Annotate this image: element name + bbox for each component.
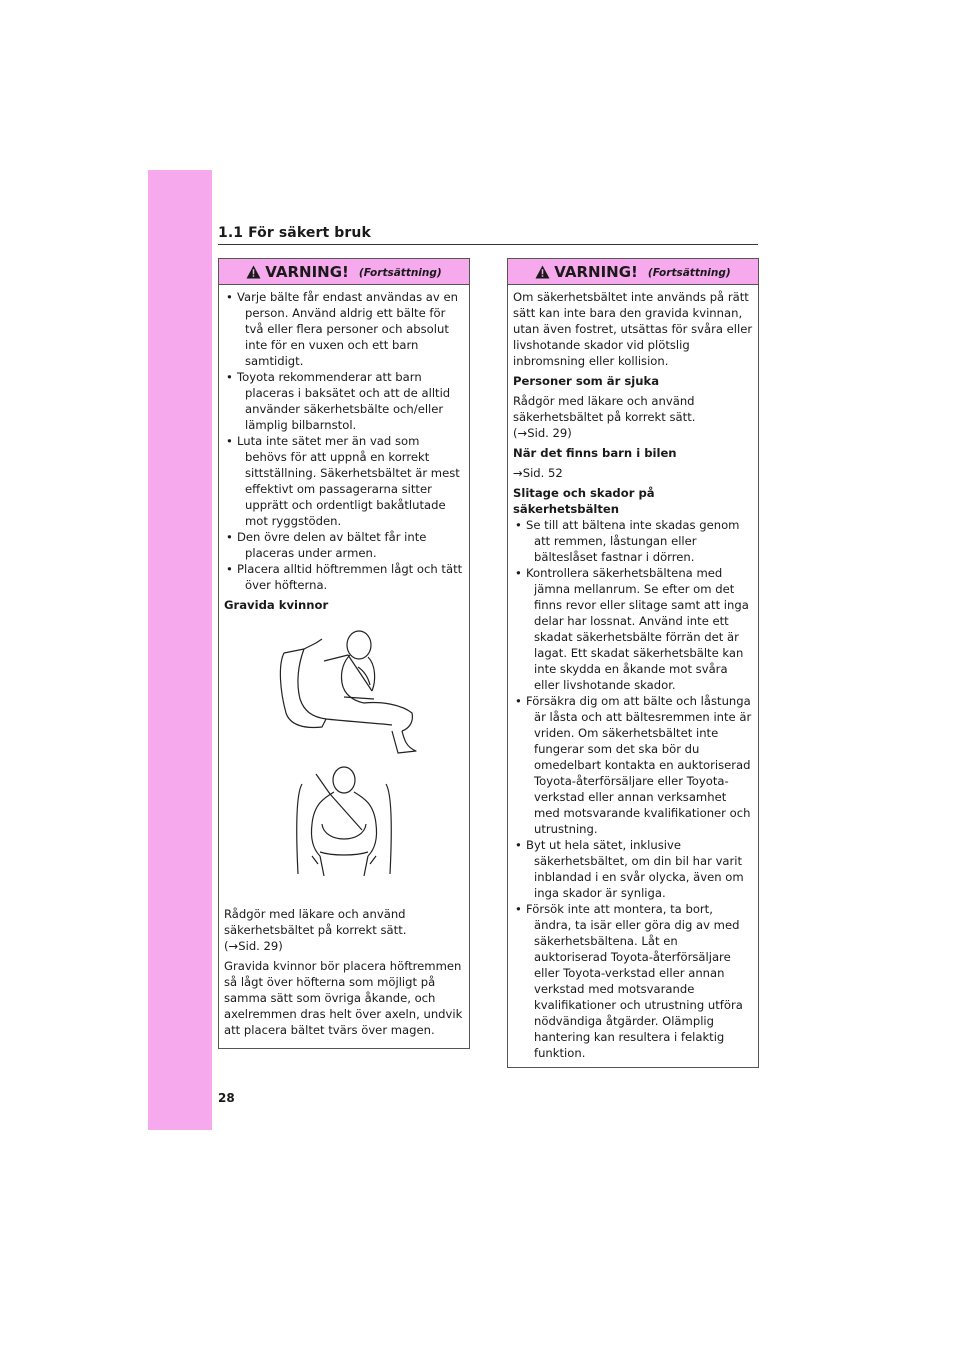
continued-label: (Fortsättning) <box>358 267 442 279</box>
sick-line: Rådgör med läkare och använd <box>513 394 695 408</box>
list-item: • Varje bälte får endast användas av en person. Använd aldrig ett bälte för två eller flera personer och absolut inte för en vuxen och ett barn samtidigt. <box>226 290 458 368</box>
pregnant-front-view-illustration <box>284 764 404 884</box>
pregnant-side-view-illustration <box>264 621 424 756</box>
warning-triangle-icon <box>535 265 550 279</box>
chapter-sidebar <box>148 170 212 1130</box>
list-item: • Placera alltid höftremmen lågt och tätt över höfterna. <box>226 562 463 592</box>
consult-line: säkerhetsbältet på korrekt sätt. <box>224 923 407 937</box>
intro-paragraph: Om säkerhetsbältet inte används på rätt sätt kan inte bara den gravida kvinnan, utan även fostret, utsättas för svåra eller livshotande skador vid plötslig inbromsning eller kollision. <box>513 290 753 368</box>
page-reference: (→Sid. 29) <box>513 426 572 440</box>
warning-header <box>508 259 758 285</box>
warning-triangle-icon <box>246 265 261 279</box>
warning-box-left <box>218 258 470 1049</box>
warning-label: VARNING! <box>554 262 638 281</box>
pregnant-paragraph: Gravida kvinnor bör placera höftremmen så lågt över höfterna som möjligt på samma sätt som övriga åkande, och axelremmen dras helt över axeln, undvik att placera bältet tvärs över magen. <box>224 959 463 1037</box>
list-item: • Den övre delen av bältet får inte placeras under armen. <box>226 530 427 560</box>
children-heading: När det finns barn i bilen <box>513 446 677 460</box>
continued-label: (Fortsättning) <box>647 267 731 279</box>
warning-box-right <box>507 258 759 1068</box>
warning-header <box>219 259 469 285</box>
list-item: • Se till att bältena inte skadas genom att remmen, låstungan eller bälteslåset fastnar i dörren. <box>515 518 740 564</box>
pregnant-heading: Gravida kvinnor <box>224 598 329 612</box>
consult-line: Rådgör med läkare och använd <box>224 907 406 921</box>
page-number: 28 <box>218 1091 235 1105</box>
list-item: • Försök inte att montera, ta bort, ändra, ta isär eller göra dig av med säkerhetsbältena. Låt en auktoriserad Toyota-återförsäljare eller Toyota-verkstad eller annan verkstad med motsvarande kvalifikationer och utrustning utföra nödvändiga åtgärder. Olämplig hantering kan resultera i felaktig funktion. <box>515 902 743 1060</box>
wear-heading: Slitage och skador på säkerhetsbälten <box>513 486 655 516</box>
sick-line: säkerhetsbältet på korrekt sätt. <box>513 410 696 424</box>
page-reference: →Sid. 52 <box>513 466 563 480</box>
warning-label: VARNING! <box>265 262 349 281</box>
sick-heading: Personer som är sjuka <box>513 374 660 388</box>
list-item: • Byt ut hela sätet, inklusive säkerhetsbältet, om din bil har varit inblandad i en svår olycka, även om inga skador är synliga. <box>515 838 744 900</box>
page-reference: (→Sid. 29) <box>224 939 283 953</box>
section-title: 1.1 För säkert bruk <box>218 225 371 241</box>
list-item: • Kontrollera säkerhetsbältena med jämna mellanrum. Se efter om det finns revor eller slitage samt att inga delar har lossnat. Använd inte ett skadat säkerhetsbälte förrän det är lagat. Ett skadat säkerhetsbälte kan inte skydda en åkande mot svåra eller livshotande skador. <box>515 566 749 692</box>
title-divider <box>218 244 758 245</box>
list-item: • Toyota rekommenderar att barn placeras i baksätet och att de alltid använder säkerhetsbälte och/eller lämplig bilbarnstol. <box>226 370 451 432</box>
list-item: • Försäkra dig om att bälte och låstunga är låsta och att bältesremmen inte är vriden. Om säkerhetsbältet inte fungerar som det ska bör du omedelbart kontakta en auktoriserad Toyota-återförsäljare eller Toyota-verkstad eller annan verksamhet med motsvarande kvalifikationer och utrustning. <box>515 694 752 836</box>
list-item: • Luta inte sätet mer än vad som behövs för att uppnå en korrekt sittställning. Säkerhetsbältet är mest effektivt om passagerarna sitter upprätt och ordentligt bakåtlutade mot ryggstöden. <box>226 434 460 528</box>
